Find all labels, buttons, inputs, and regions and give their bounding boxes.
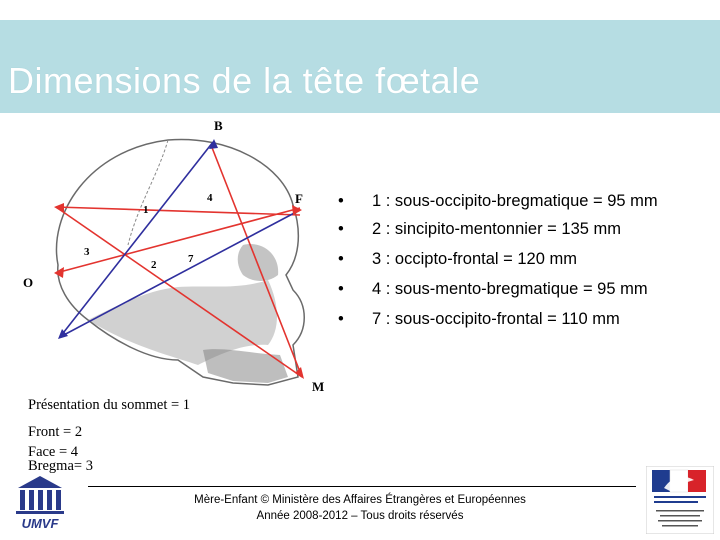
bullet-icon: •: [338, 250, 344, 268]
list-item: [336, 308, 706, 330]
footer-copyright: Mère-Enfant © Ministère des Affaires Étrangères et Européennes: [194, 494, 526, 506]
line-number-4: 4: [207, 192, 213, 204]
list-item: [336, 278, 706, 300]
footer-years: Année 2008-2012 – Tous droits réservés: [256, 510, 464, 522]
line-7: [56, 207, 300, 215]
list-item-text: 1 : sous-occipito-bregmatique = 95 mm: [372, 192, 658, 210]
point-label-b: B: [214, 118, 223, 133]
skull-diagram-svg: [18, 115, 338, 395]
top-margin: [0, 0, 720, 20]
skull-diagram: [18, 115, 338, 395]
legend-line-front: Front = 2: [28, 424, 83, 440]
legend-line-sommet: Présentation du sommet = 1: [28, 397, 191, 413]
suture-line: [128, 140, 168, 245]
slide-title: Dimensions de la tête fœtale: [8, 60, 481, 101]
umvf-logo: [12, 474, 68, 532]
point-label-o: O: [23, 275, 34, 290]
footer-divider: [88, 486, 636, 487]
line-number-1: 1: [143, 204, 149, 216]
footer: [150, 492, 570, 524]
list-item-text: 7 : sous-occipito-frontal = 110 mm: [372, 310, 620, 328]
svg-text:UMVF: UMVF: [21, 516, 59, 531]
bullet-icon: •: [338, 192, 344, 210]
dimensions-list: [336, 190, 706, 338]
orbit-shading: [238, 244, 278, 281]
point-label-f: F: [295, 191, 303, 206]
legend-line-face: Face = 4: [28, 444, 79, 460]
line-number-2: 2: [151, 259, 157, 271]
line-number-7: 7: [188, 253, 194, 265]
ministry-logo-icon: [646, 466, 714, 534]
list-item: [336, 190, 706, 212]
list-item: [336, 248, 706, 270]
ministry-logo: [646, 466, 714, 534]
point-label-m: M: [312, 379, 325, 394]
arrow-f: [292, 205, 302, 215]
bullet-icon: •: [338, 280, 344, 298]
bullet-icon: •: [338, 310, 344, 328]
jaw-shading: [203, 349, 288, 383]
line-number-3: 3: [84, 246, 90, 258]
umvf-logo-icon: [12, 474, 68, 532]
list-item-text: 2 : sincipito-mentonnier = 135 mm: [372, 220, 621, 238]
list-item: [336, 218, 706, 240]
legend-line-bregma: Bregma= 3: [28, 458, 93, 474]
arrow-left-upper: [54, 203, 64, 213]
list-item-text: 4 : sous-mento-bregmatique = 95 mm: [372, 280, 648, 298]
bullet-icon: •: [338, 220, 344, 238]
list-item-text: 3 : occipto-frontal = 120 mm: [372, 250, 577, 268]
